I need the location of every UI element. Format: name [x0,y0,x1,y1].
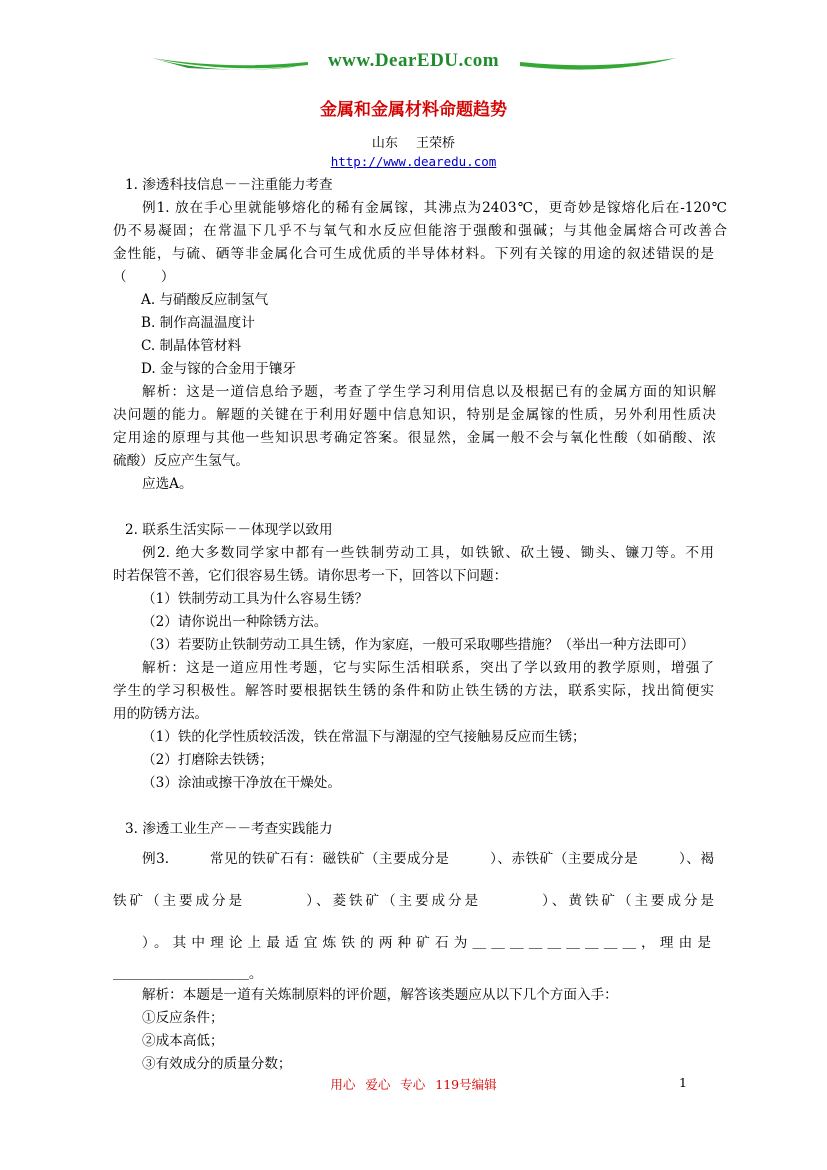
paragraph-line: 学生的学习积极性。解答时要根据铁生锈的条件和防止铁生锈的方法，联系实际，找出简便实 [113,683,714,699]
paragraph-line: ）。其中理论上最适宜炼铁的两种矿石为＿＿＿＿＿＿＿＿＿，理由是 [142,935,714,951]
paragraph-line: 解析：这是一道应用性考题，它与实际生活相联系，突出了学以致用的教学原则，增强了 [142,660,714,676]
paragraph-line: 例3. 常见的铁矿石有：磁铁矿（主要成分是 ）、赤铁矿（主要成分是 ）、褐 [142,851,714,867]
paragraph-line: 解析：本题是一道有关炼制原料的评价题，解答该类题应从以下几个方面入手： [142,987,618,1003]
paragraph-line: 仍不易凝固；在常温下几乎不与氧气和水反应但能溶于强酸和强碱；与其他金属熔合可改善合 [113,223,727,239]
question-item: （1）铁制劳动工具为什么容易生锈？ [142,591,369,607]
list-item: ③有效成分的质量分数； [142,1056,292,1072]
answer-item: （3）涂油或擦干净放在干燥处。 [142,775,341,791]
source-link[interactable]: http://www.dearedu.com [330,154,497,169]
footer-text: 用心 爱心 专心 119号编辑 [330,1077,497,1092]
paragraph-line: 硫酸）反应产生氢气。 [113,453,249,469]
paragraph-line: 时若保管不善，它们很容易生锈。请你思考一下，回答以下问题： [113,568,508,584]
paragraph-line: 铁矿（主要成分是 ）、菱铁矿（主要成分是 ）、黄铁矿（主要成分是 [113,893,714,909]
option-c: C. 制晶体管材料 [141,338,242,354]
paragraph-line: 例2. 绝大多数同学家中都有一些铁制劳动工具，如铁锨、砍土镘、锄头、镰刀等。不用 [142,545,714,561]
author-line: 山东 王荣桥 [371,136,456,151]
answer-item: （1）铁的化学性质较活泼，铁在常温下与潮湿的空气接触易反应而生锈； [142,729,586,745]
paragraph-line: 决问题的能力。解题的关键在于利用好题中信息知识，特别是金属镓的性质，另外利用性质决 [113,407,716,423]
paragraph-line: 定用途的原理与其他一些知识思考确定答案。很显然，金属一般不会与氧化性酸（如硝酸、浓 [113,430,716,446]
paragraph-line: 用的防锈方法。 [113,706,209,722]
option-a: A. 与硝酸反应制氢气 [141,292,269,308]
section-heading: 1. 渗透科技信息－－注重能力考查 [125,177,333,193]
answer-line: 应选A。 [142,476,193,492]
question-item: （2）请你说出一种除锈方法。 [142,614,328,630]
section-heading: 3. 渗透工业生产－－考查实践能力 [125,821,333,837]
site-banner: www.DearEDU.com [327,50,500,71]
paragraph-line: 金性能，与硫、硒等非金属化合可生成优质的半导体材料。下列有关镓的用途的叙述错误的是 [113,246,714,262]
section-heading: 2. 联系生活实际－－体现学以致用 [125,522,333,538]
answer-blank: （ ） [113,269,175,285]
answer-blank-line: ＿＿＿＿＿＿＿＿＿＿。 [113,966,263,982]
list-item: ②成本高低； [142,1033,224,1049]
answer-item: （2）打磨除去铁锈； [142,752,273,768]
document-title: 金属和金属材料命题趋势 [320,100,507,120]
list-item: ①反应条件； [142,1010,224,1026]
option-b: B. 制作高温温度计 [141,315,255,331]
option-d: D. 金与镓的合金用于镶牙 [141,361,296,377]
paragraph-line: 例1. 放在手心里就能够熔化的稀有金属镓，其沸点为2403℃，更奇妙是镓熔化后在-120℃ [142,200,727,216]
page-number: 1 [679,1075,687,1090]
question-item: （3）若要防止铁制劳动工具生锈，作为家庭，一般可采取哪些措施？（举出一种方法即可） [142,637,695,653]
paragraph-line: 解析：这是一道信息给予题，考查了学生学习利用信息以及根据已有的金属方面的知识解 [142,384,716,400]
